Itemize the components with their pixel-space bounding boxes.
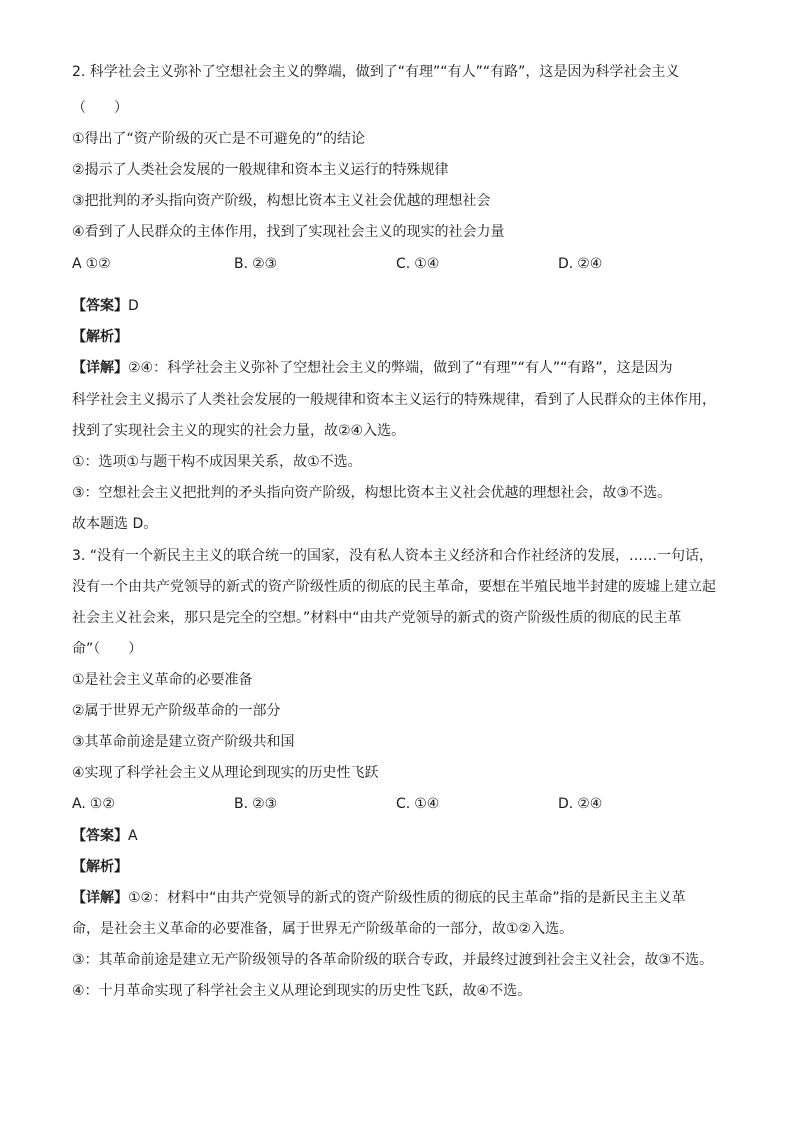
q3-option-a: A. ①② — [72, 796, 115, 812]
q3-option-c: C. ①④ — [396, 796, 440, 812]
q2-note-1: ①：选项①与题干构不成因果关系，故①不选。 — [72, 454, 362, 470]
q2-analysis-tag: 【解析】 — [72, 329, 128, 345]
q3-analysis-tag: 【解析】 — [72, 859, 128, 875]
q2-conclusion: 故本题选 D。 — [72, 516, 158, 532]
q2-options — [72, 254, 720, 274]
q2-item-4: ④看到了人民群众的主体作用，找到了实现社会主义的现实的社会力量 — [72, 224, 505, 240]
q3-option-d: D. ②④ — [558, 796, 603, 812]
q2-stem-line2: （ ） — [72, 100, 128, 116]
q3-item-1: ①是社会主义革命的必要准备 — [72, 672, 253, 688]
q2-item-1: ①得出了“资产阶级的灭亡是不可避免的”的结论 — [72, 131, 366, 147]
q2-option-b: B. ②③ — [234, 256, 278, 272]
q2-item-2: ②揭示了人类社会发展的一般规律和资本主义运行的特殊规律 — [72, 162, 449, 178]
q2-option-d: D. ②④ — [558, 256, 603, 272]
q2-item-3: ③把批判的矛头指向资产阶级，构想比资本主义社会优越的理想社会 — [72, 193, 491, 209]
q2-answer: 【答案】D — [72, 298, 139, 314]
q3-item-4: ④实现了科学社会主义从理论到现实的历史性飞跃 — [72, 765, 379, 781]
q2-stem-line1: 2. 科学社会主义弥补了空想社会主义的弊端，做到了“有理”“有人”“有路”，这是因为科学社会主义 — [72, 64, 680, 80]
q3-option-b: B. ②③ — [234, 796, 278, 812]
q3-detail-line2: 命，是社会主义革命的必要准备，属于世界无产阶级革命的一部分，故①②入选。 — [72, 921, 574, 937]
q3-detail-line1: 【详解】①②：材料中“由共产党领导的新式的资产阶级性质的彻底的民主革命”指的是新民主主义革 — [72, 890, 686, 906]
q2-option-c: C. ①④ — [396, 256, 440, 272]
q3-stem-line2: 没有一个由共产党领导的新式的资产阶级性质的彻底的民主革命，要想在半殖民地半封建的废墟上建立起 — [72, 579, 716, 595]
q3-answer: 【答案】A — [72, 828, 138, 844]
q2-option-a: A ①② — [72, 256, 111, 272]
q3-note-1: ③：其革命前途是建立无产阶级领导的各革命阶级的联合专政，并最终过渡到社会主义社会，故③不选。 — [72, 952, 714, 968]
q2-detail-line1: 【详解】②④：科学社会主义弥补了空想社会主义的弊端，做到了“有理”“有人”“有路”，这是因为 — [72, 360, 673, 376]
q2-note-2: ③：空想社会主义把批判的矛头指向资产阶级，构想比资本主义社会优越的理想社会，故③不选。 — [72, 485, 672, 501]
q3-item-3: ③其革命前途是建立资产阶级共和国 — [72, 734, 295, 750]
q3-stem-line4: 命”（ ） — [72, 641, 143, 657]
q3-stem-line3: 社会主义社会来，那只是完全的空想。”材料中“由共产党领导的新式的资产阶级性质的彻底的民主革 — [72, 610, 682, 626]
q3-options — [72, 794, 720, 814]
q3-item-2: ②属于世界无产阶级革命的一部分 — [72, 703, 281, 719]
q2-detail-line3: 找到了实现社会主义的现实的社会力量，故②④入选。 — [72, 423, 406, 439]
q3-stem-line1: 3. “没有一个新民主主义的联合统一的国家，没有私人资本主义经济和合作社经济的发展，……一句话， — [72, 548, 714, 564]
q2-detail-line2: 科学社会主义揭示了人类社会发展的一般规律和资本主义运行的特殊规律，看到了人民群众的主体作用， — [72, 392, 716, 408]
q3-note-2: ④：十月革命实现了科学社会主义从理论到现实的历史性飞跃，故④不选。 — [72, 983, 532, 999]
